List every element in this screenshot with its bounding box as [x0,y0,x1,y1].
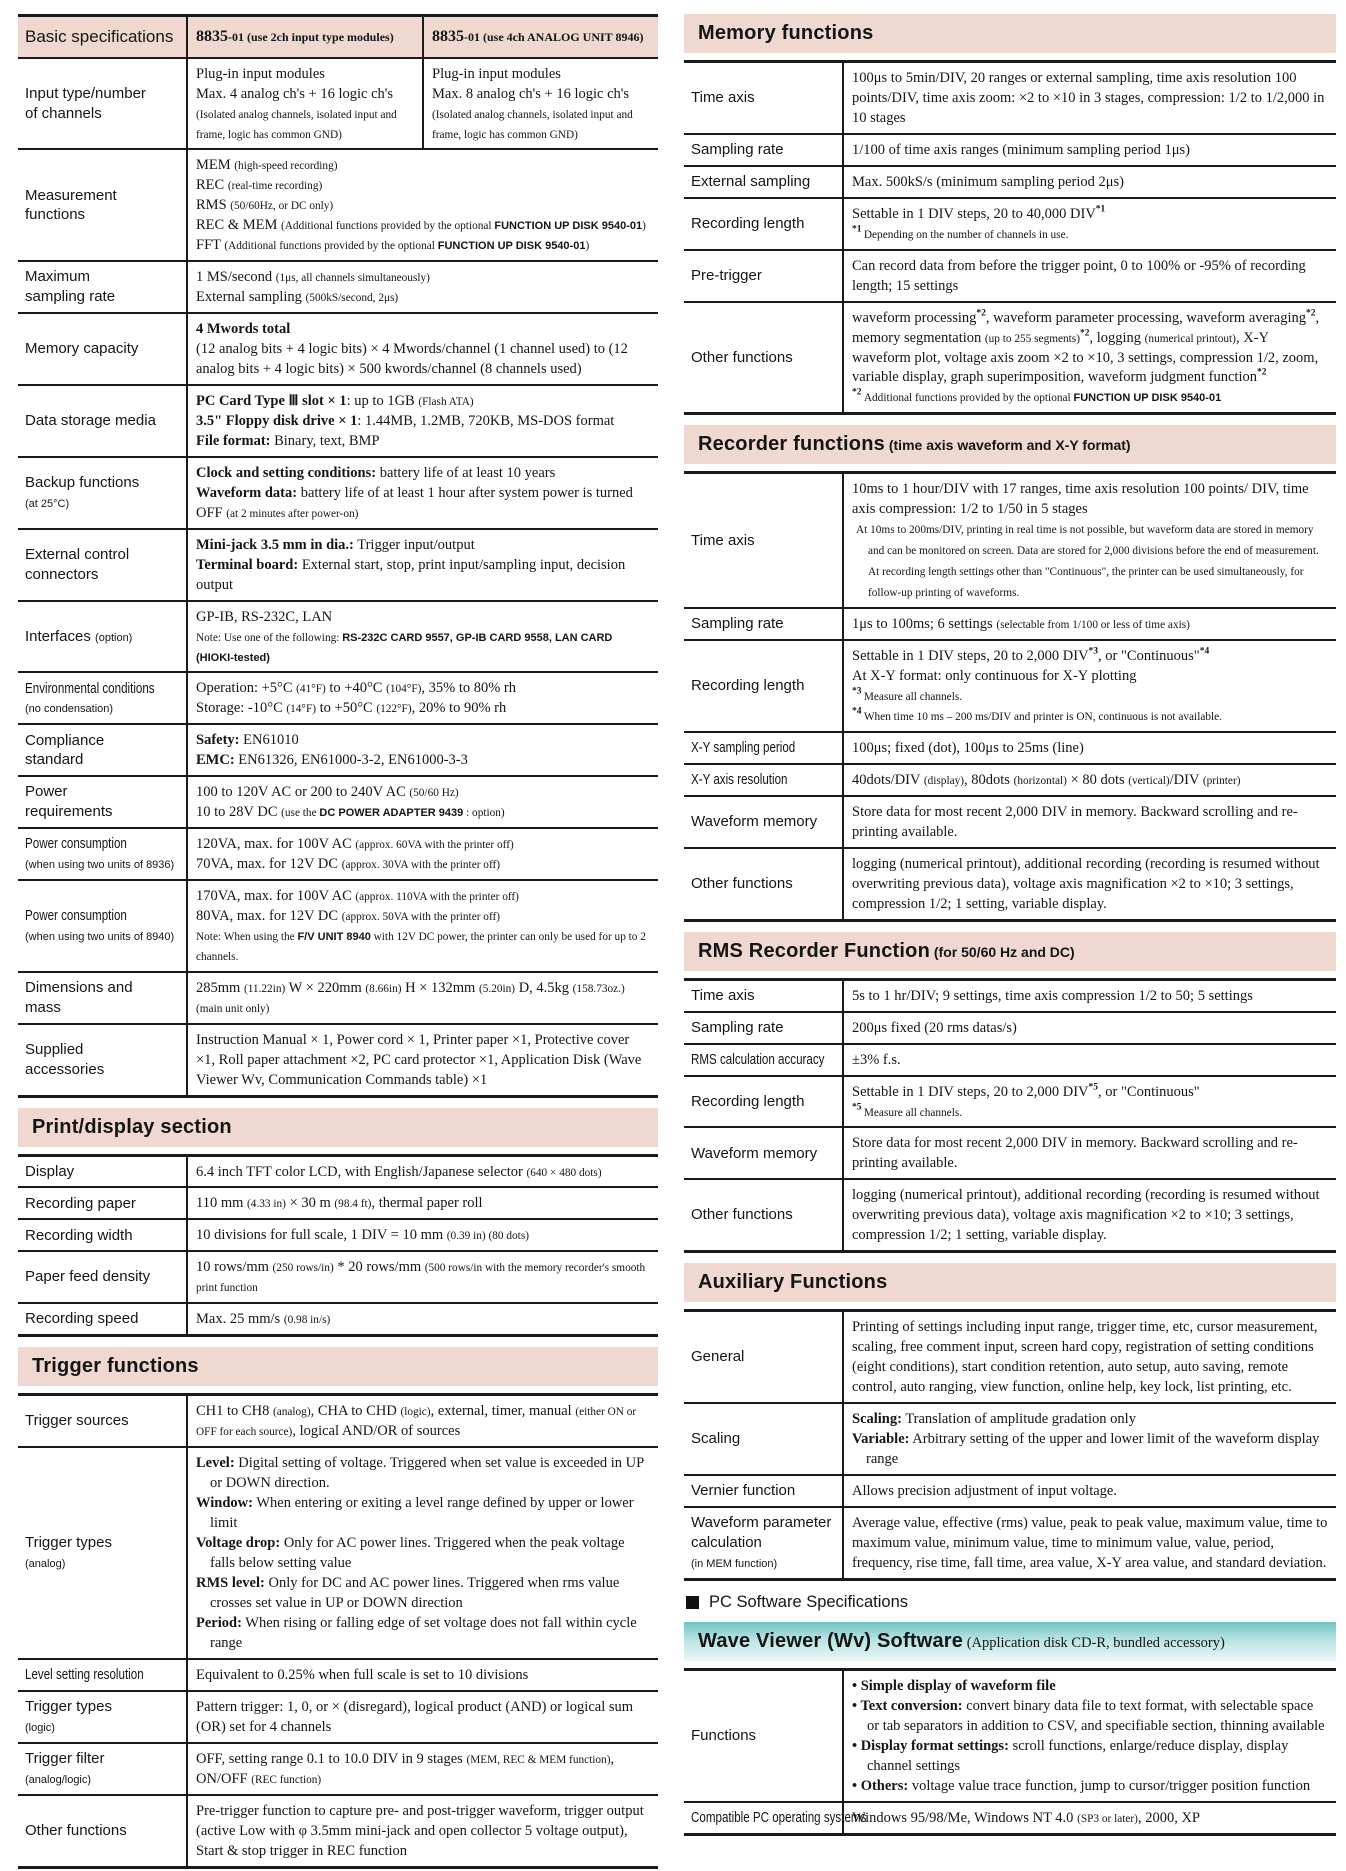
row-value: 4 Mwords total (12 analog bits + 4 logic bits) × 4 Mwords/channel (1 channel used) to (12 analog bits + 4 logic bits) × 500 kwords/channel (8 channels used) [196,321,628,378]
row-value: Clock and setting conditions: battery life of at least 10 years Waveform data: battery life of at least 1 hour after system power is turned OFF (at 2 minutes after power-on) [196,465,633,521]
column-left [18,14,658,1871]
row-label: Compliance standard [18,725,188,775]
row-value: 1 MS/second (1μs, all channels simultaneously) External sampling (500kS/second, 2μs) [196,269,430,306]
row-label: Environmental conditions (no condensation) [18,673,188,723]
row-label: Other functions [684,849,844,919]
spec-row-recording-width [18,1218,658,1250]
heading-pc-software-specifications [686,1593,1336,1612]
spec-row-time-axis [684,63,1336,133]
row-value: Scaling: Translation of amplitude gradation only Variable: Arbitrary setting of the upper and lower limit of the waveform display range [852,1411,1320,1468]
row-label: Waveform parameter calculation (in MEM function) [684,1508,844,1578]
section-title-text: (for 50/60 Hz and DC) [930,943,1075,960]
row-label: Interfaces (option) [18,602,188,672]
section-title-text: Trigger functions [32,1355,199,1378]
row-label: Recording length [684,641,844,731]
row-value: Pattern trigger: 1, 0, or × (disregard), logical product (AND) or logical sum (OR) set for 4 channels [196,1698,634,1735]
spec-row-rms-calculation-accuracy [684,1043,1336,1075]
row-label: Time axis [684,63,844,133]
row-label: Pre-trigger [684,251,844,301]
row-label: Compatible PC operating systems [684,1803,844,1833]
row-value: Safety: EN61010 EMC: EN61326, EN61000-3-2, EN61000-3-3 [196,732,468,769]
heading-text: PC Software Specifications [709,1592,909,1611]
row-label: Recording speed [18,1304,188,1334]
section-band-auxiliary-functions [684,1263,1336,1302]
row-label: External sampling [684,167,844,197]
row-label: External control connectors [18,530,188,600]
row-value: logging (numerical printout), additional recording (recording is resumed without overwriting previous data), voltage axis magnification ×2 to ×10; 3 settings, compression 1/2; 1 setting, variable display. [852,855,1320,912]
row-label: Functions [684,1671,844,1801]
spec-row-waveform-memory [684,795,1336,847]
row-value: 1μs to 100ms; 6 settings (selectable from 1/100 or less of time axis) [852,616,1190,633]
row-value: Settable in 1 DIV steps, 20 to 40,000 DIV$^{*1}$ $^{*1}$ Depending on the number of channels in use. [852,204,1106,241]
spec-row-recording-length [684,197,1336,249]
spec-row-other-functions [684,1178,1336,1250]
row-label: Recording paper [18,1188,188,1218]
spec-row-memory-capacity [18,312,658,384]
section-title-text: Recorder functions [698,433,885,456]
row-label: X-Y axis resolution [684,765,844,795]
spec-row-recording-paper [18,1186,658,1218]
spec-row-recording-length [684,1075,1336,1127]
section-band-wave-viewer-wv-software [684,1622,1336,1661]
row-value: ±3% f.s. [852,1051,901,1068]
row-value: Can record data from before the trigger point, 0 to 100% or -95% of recording length; 15 settings [852,257,1306,294]
section-band-rms-recorder-function [684,932,1336,971]
section-title-text: (time axis waveform and X-Y format) [884,437,1131,454]
row-value: 100 to 120V AC or 200 to 240V AC (50/60 Hz) 10 to 28V DC (use the DC POWER ADAPTER 9439 : option) [196,784,505,821]
row-label: Maximum sampling rate [18,262,188,312]
spec-table [684,471,1336,921]
section-title-text: RMS Recorder Function [698,939,930,962]
row-value: Printing of settings including input range, trigger time, etc, cursor measurement, scaling, free comment input, screen hard copy, registration of setting conditions (eight conditions), start condition retention, auto setup, auto saving, remote control, auto ranging, view function, online help, key lock, list printing, etc. [852,1319,1318,1396]
section-title-text: Memory functions [698,22,874,44]
row-label: Sampling rate [684,1013,844,1043]
spec-table [18,1154,658,1338]
row-value: 285mm (11.22in) W × 220mm (8.66in) H × 132mm (5.20in) D, 4.5kg (158.73oz.) (main unit only) [196,979,625,1015]
row-value: Settable in 1 DIV steps, 20 to 2,000 DIV$^{*3}$, or "Continuous"$^{*4}$ At X-Y format: only continuous for X-Y plotting $^{*3}$ Measure all channels. $^{*4}$ When time 10 ms – 200 ms/DIV and printer is ON, continuous is not available. [852,647,1222,724]
spec-row-waveform-parameter [684,1506,1336,1578]
spec-row-waveform-memory [684,1126,1336,1178]
spec-table [684,978,1336,1254]
spec-row-general [684,1312,1336,1402]
row-value: 200μs fixed (20 rms datas/s) [852,1019,1017,1036]
row-label: Backup functions (at 25°C) [18,458,188,528]
spec-row-sampling-rate [684,607,1336,639]
row-value: GP-IB, RS-232C, LAN Note: Use one of the following: RS-232C CARD 9557, GP-IB CARD 9558, LAN CARD (HIOKI-tested) [196,608,613,664]
spec-table [18,14,658,1098]
row-value: 8835-01 (use 4ch ANALOG UNIT 8946) [422,17,658,57]
spec-table [18,1393,658,1868]
row-label: Sampling rate [684,135,844,165]
spec-row-other-functions [684,847,1336,919]
spec-row-sampling-rate [684,1011,1336,1043]
row-value: 6.4 inch TFT color LCD, with English/Japanese selector (640 × 480 dots) [196,1163,602,1180]
spec-row-trigger-filter [18,1742,658,1794]
row-value: 5s to 1 hr/DIV; 9 settings, time axis compression 1/2 to 50; 5 settings [852,987,1253,1004]
spec-row-supplied [18,1023,658,1095]
spec-row-sampling-rate [684,133,1336,165]
row-label: Other functions [684,303,844,413]
row-value: 10 rows/mm (250 rows/in) * 20 rows/mm (500 rows/in with the memory recorder's smooth print function [196,1259,646,1295]
spec-row-vernier-function [684,1474,1336,1506]
row-label: Waveform memory [684,797,844,847]
row-label: Time axis [684,474,844,607]
row-value: 110 mm (4.33 in) × 30 m (98.4 ft), thermal paper roll [196,1195,483,1212]
spec-row-other-functions [684,301,1336,413]
row-value: Instruction Manual × 1, Power cord × 1, Printer paper ×1, Protective cover ×1, Roll paper attachment ×2, PC card protector ×1, Application Disk (Wave Viewer Wv, Communication Commands table) ×1 [196,1031,642,1088]
row-value: Settable in 1 DIV steps, 20 to 2,000 DIV$^{*5}$, or "Continuous" $^{*5}$ Measure all channels. [852,1082,1200,1119]
row-value: 100μs; fixed (dot), 100μs to 25ms (line) [852,739,1084,756]
row-value: 8835-01 (use 2ch input type modules) [196,28,394,45]
spec-row-time-axis [684,981,1336,1011]
row-value: Max. 25 mm/s (0.98 in/s) [196,1311,331,1328]
row-value: Store data for most recent 2,000 DIV in memory. Backward scrolling and re-printing available. [852,803,1298,840]
spec-table [684,1668,1336,1836]
row-label: Waveform memory [684,1128,844,1178]
row-value: Store data for most recent 2,000 DIV in memory. Backward scrolling and re-printing available. [852,1135,1298,1172]
row-value: 40dots/DIV (display), 80dots (horizontal) × 80 dots (vertical)/DIV (printer) [852,771,1241,788]
row-value: 120VA, max. for 100V AC (approx. 60VA with the printer off) 70VA, max. for 12V DC (approx. 30VA with the printer off) [196,836,514,873]
spec-row-trigger-types [18,1446,658,1658]
row-label: X-Y sampling period [684,733,844,763]
row-value: PC Card Type Ⅲ slot × 1: up to 1GB (Flash ATA) 3.5" Floppy disk drive × 1: 1.44MB, 1.2MB, 720KB, MS-DOS format File format: Binary, text, BMP [196,393,615,450]
row-value: Windows 95/98/Me, Windows NT 4.0 (SP3 or later), 2000, XP [852,1809,1200,1826]
spec-row-power-consumption [18,879,658,971]
row-label: Data storage media [18,386,188,456]
spec-row-recording-speed [18,1302,658,1334]
row-value: Allows precision adjustment of input voltage. [852,1483,1117,1500]
black-square-icon [686,1596,699,1609]
spec-row-x-y-axis-resolution [684,763,1336,795]
spec-table [684,1309,1336,1581]
section-title-text: (Application disk CD-R, bundled accessory) [963,1634,1225,1651]
spec-row-functions [684,1671,1336,1801]
spec-row-power-consumption [18,827,658,879]
spec-row-paper-feed-density [18,1250,658,1302]
row-label: Trigger filter (analog/logic) [18,1744,188,1794]
row-value: logging (numerical printout), additional recording (recording is resumed without overwriting previous data), voltage axis magnification ×2 to ×10; 3 settings, compression 1/2; 1 setting, variable display. [852,1187,1320,1244]
row-label: Trigger types (logic) [18,1692,188,1742]
section-band-trigger-functions [18,1347,658,1386]
row-label: Vernier function [684,1476,844,1506]
row-value: 100μs to 5min/DIV, 20 ranges or external sampling, time axis resolution 100 points/DIV, time axis zoom: ×2 to ×10 in 3 stages, compression: 1/2 to 1/2,000 in 10 stages [852,70,1325,126]
row-label: Scaling [684,1404,844,1474]
spec-row-x-y-sampling-period [684,731,1336,763]
row-label: Dimensions and mass [18,973,188,1023]
spec-row-level-setting-resolution [18,1658,658,1690]
row-value: waveform processing$^{*2}$, waveform parameter processing, waveform averaging$^{*2}$, memory segmentation (up to 255 segments)$^{*2}$, logging (numerical printout), X-Y waveform plot, voltage axis zoom ×2 to ×10, 3 settings, compression 1/2, zoom, variable display, graph superimposition, waveform judgment function$^{*2}$ $^{*2}$ Additional functions provided by the optional FUNCTION UP DISK 9540-01 [852,308,1320,405]
row-label: Recording length [684,199,844,249]
row-label: Time axis [684,981,844,1011]
column-right [684,14,1336,1871]
row-label: Other functions [18,1796,188,1866]
section-title-text: Print/display section [32,1115,232,1138]
section-title-text: Wave Viewer (Wv) Software [698,1629,964,1652]
row-label: Input type/number of channels [18,59,188,149]
spec-row-pre-trigger [684,249,1336,301]
row-label: Level setting resolution [18,1660,188,1690]
row-label: Trigger sources [18,1396,188,1446]
row-label: General [684,1312,844,1402]
row-label: Power consumption (when using two units of 8940) [18,881,188,971]
spec-row-time-axis [684,474,1336,607]
spec-row-measurement [18,148,658,260]
row-label: Memory capacity [18,314,188,384]
spec-row-backup-functions [18,456,658,528]
spec-row-compliance [18,723,658,775]
row-value: Max. 500kS/s (minimum sampling period 2μs) [852,173,1124,190]
section-band-memory-functions [684,14,1336,53]
spec-row-environmental-conditions [18,671,658,723]
spec-row-dimensions-and [18,971,658,1023]
spec-row-trigger-types [18,1690,658,1742]
spec-row-basic-specifications [18,17,658,57]
row-value: 1/100 of time axis ranges (minimum sampling period 1μs) [852,141,1191,158]
row-label: Recording width [18,1220,188,1250]
spec-row-other-functions [18,1794,658,1866]
row-value: MEM (high-speed recording) REC (real-time recording) RMS (50/60Hz, or DC only) REC & MEM (Additional functions provided by the optional FUNCTION UP DISK 9540-01) FFT (Additional functions provided by the optional FUNCTION UP DISK 9540-01) [196,157,646,254]
row-label: Measurement functions [18,150,188,260]
spec-row-data-storage-media [18,384,658,456]
spec-row-compatible-pc-operating-systems [684,1801,1336,1833]
row-value: • Simple display of waveform file • Text conversion: convert binary data file to text format, with selectable space or tab separators in addition to CSV, and specifiable section, thinning available • Display format settings: scroll functions, enlarge/reduce display, display channel settings • Others: voltage value trace function, jump to cursor/trigger position function [852,1677,1325,1794]
row-label: Sampling rate [684,609,844,639]
row-value: Average value, effective (rms) value, peak to peak value, maximum value, time to maximum value, minimum value, time to minimum value, value, period, frequency, rise time, fall time, area value, X-Y area value, and standard deviation. [852,1515,1328,1571]
spec-row-recording-length [684,639,1336,731]
row-label: Power consumption (when using two units of 8936) [18,829,188,879]
row-value: Equivalent to 0.25% when full scale is set to 10 divisions [196,1666,529,1683]
row-value: 10 divisions for full scale, 1 DIV = 10 mm (0.39 in) (80 dots) [196,1227,529,1244]
row-label: Supplied accessories [18,1025,188,1095]
row-label: Power requirements [18,777,188,827]
row-value: 10ms to 1 hour/DIV with 17 ranges, time axis resolution 100 points/ DIV, time axis compression: 1/2 to 1/50 in 5 stages At 10ms to 200ms/DIV, printing in real time is not possible, but waveform data are stored in memory and can be monitored on screen. Data are stored for 2,000 divisions before the end of measurement. At recording length settings other than "Continuous", the printer can be used simultaneously, for follow-up printing of waveforms. [852,481,1319,599]
row-label: Paper feed density [18,1252,188,1302]
row-label: Display [18,1157,188,1187]
spec-row-maximum [18,260,658,312]
row-value: CH1 to CH8 (analog), CHA to CHD (logic), external, timer, manual (either ON or OFF for each source), logical AND/OR of sources [196,1403,637,1440]
spec-row-input-type-number [18,57,658,149]
row-label: RMS calculation accuracy [684,1045,844,1075]
row-label: Other functions [684,1180,844,1250]
row-value: Plug-in input modules Max. 8 analog ch's + 16 logic ch's (Isolated analog channels, isolated input and frame, logic has common GND) [422,59,658,149]
row-label: Trigger types (analog) [18,1448,188,1658]
row-value: OFF, setting range 0.1 to 10.0 DIV in 9 stages (MEM, REC & MEM function), ON/OFF (REC function) [196,1750,615,1787]
spec-row-display [18,1157,658,1187]
spec-row-power [18,775,658,827]
row-value: Mini-jack 3.5 mm in dia.: Trigger input/output Terminal board: External start, stop, print input/sampling input, decision output [196,536,626,593]
section-band-print-display-section [18,1108,658,1147]
row-value: Operation: +5°C (41°F) to +40°C (104°F), 35% to 80% rh Storage: -10°C (14°F) to +50°C (122°F), 20% to 90% rh [196,680,517,717]
row-value: 170VA, max. for 100V AC (approx. 110VA with the printer off) 80VA, max. for 12V DC (approx. 50VA with the printer off) Note: When using the F/V UNIT 8940 with 12V DC power, the printer can only be used for up to 2 channels. [196,888,646,963]
spec-table [684,60,1336,415]
spec-row-external-sampling [684,165,1336,197]
row-value: Level: Digital setting of voltage. Triggered when set value is exceeded in UP or DOWN direction. Window: When entering or exiting a level range defined by upper or lower limit Voltage drop: Only for AC power lines. Triggered when the peak voltage falls below setting value RMS level: Only for DC and AC power lines. Triggered when rms value crosses set value in UP or DOWN direction Period: When rising or falling edge of set voltage does not fall within cycle range [196,1455,644,1651]
spec-row-trigger-sources [18,1396,658,1446]
row-label: Recording length [684,1077,844,1127]
row-value: Plug-in input modules Max. 4 analog ch's + 16 logic ch's (Isolated analog channels, isolated input and frame, logic has common GND) [196,65,397,141]
section-band-recorder-functions [684,425,1336,464]
row-label: Basic specifications [18,17,188,57]
section-title-text: Auxiliary Functions [698,1271,888,1294]
spec-row-external-control [18,528,658,600]
row-value: Pre-trigger function to capture pre- and post-trigger waveform, trigger output (active Low with φ 3.5mm mini-jack and open collector 5 voltage output), Start & stop trigger in REC function [196,1802,644,1859]
spec-row-interfaces [18,600,658,672]
spec-row-scaling [684,1402,1336,1474]
